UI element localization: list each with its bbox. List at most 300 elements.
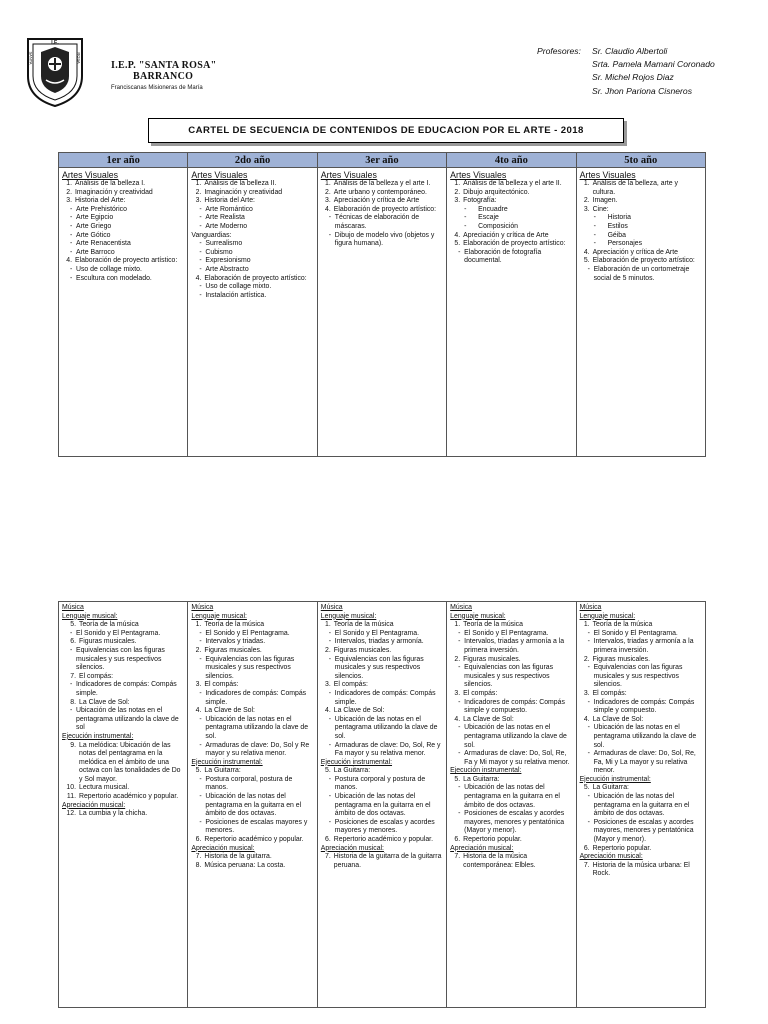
bullet-item xyxy=(580,750,702,776)
numbered-item xyxy=(580,621,702,630)
numbered-item xyxy=(450,716,572,725)
bullet-dash: - xyxy=(587,629,590,637)
numbered-item xyxy=(580,180,702,197)
numbered-item xyxy=(191,647,313,656)
item-text: El Sonido y El Pentagrama. xyxy=(205,629,290,637)
item-text: Arte Abstracto xyxy=(205,265,249,273)
numbered-item xyxy=(62,699,184,708)
item-number: 3. xyxy=(325,197,331,205)
item-text: Arte Romántico xyxy=(205,205,253,213)
numbered-item xyxy=(191,681,313,690)
bullet-item xyxy=(580,232,702,241)
item-number: 6. xyxy=(70,638,76,646)
subsection-heading: Ejecución instrumental: xyxy=(191,758,263,766)
item-text: La Clave de Sol: xyxy=(204,707,255,715)
numbered-item xyxy=(450,690,572,699)
item-number: 2. xyxy=(195,188,202,196)
item-text: Armaduras de clave: Do, Sol y Re mayor y su relativa menor. xyxy=(205,741,310,758)
numbered-item xyxy=(450,656,572,665)
bullet-dash: - xyxy=(70,707,73,715)
item-number: 6. xyxy=(454,836,461,844)
item-number: 2. xyxy=(583,197,590,205)
item-text: Repertorio académico y popular. xyxy=(79,793,179,801)
numbered-item xyxy=(62,810,184,819)
musica-cell xyxy=(576,602,705,1008)
item-text: Elaboración de proyecto artístico: xyxy=(463,240,566,248)
item-text: Arte Moderno xyxy=(205,222,248,230)
bullet-item xyxy=(580,240,702,249)
bullet-dash: - xyxy=(587,698,590,706)
bullet-dash: - xyxy=(70,214,73,222)
numbered-item xyxy=(62,638,184,647)
bullet-item xyxy=(62,647,184,673)
item-text: Posiciones de escalas y acordes mayores, menores y pentatónica (Mayor y menor). xyxy=(593,818,694,844)
bullet-item xyxy=(191,793,313,819)
section-heading: Música xyxy=(579,604,602,611)
item-text: Uso de collage mixto. xyxy=(205,283,272,291)
item-text: Posiciones de escalas mayores y menores. xyxy=(205,818,308,835)
item-number: 1. xyxy=(195,180,202,187)
year-header: 2do año xyxy=(188,153,317,168)
section-heading: Música xyxy=(320,604,343,611)
item-text: Figuras musicales. xyxy=(333,646,392,654)
item-text: Teoría de la música xyxy=(79,621,139,629)
bullet-item xyxy=(191,283,313,292)
year-header: 3er año xyxy=(317,153,446,168)
item-number: 2. xyxy=(325,646,331,654)
numbered-item xyxy=(321,621,443,630)
bullet-dash: - xyxy=(587,664,590,672)
item-text: Ubicación de las notas en el pentagrama utilizando la clave de sol xyxy=(76,707,179,732)
item-text: Instalación artística. xyxy=(205,291,267,299)
bullet-dash: - xyxy=(458,629,461,637)
bullet-item xyxy=(191,638,313,647)
section-heading: Artes Visuales xyxy=(62,170,119,180)
item-text: Ubicación de las notas en el pentagrama utilizando la clave de sol. xyxy=(205,715,309,740)
item-text: Apreciación y crítica de Arte xyxy=(333,197,420,205)
item-text: Historia xyxy=(607,214,631,222)
professor-name: Srta. Pamela Mamani Coronado xyxy=(592,59,715,70)
item-number: 5. xyxy=(195,767,202,775)
numbered-item xyxy=(321,707,443,716)
artes-cell xyxy=(317,168,446,457)
numbered-item xyxy=(191,189,313,198)
item-text: Postura corporal, postura de manos. xyxy=(205,775,293,792)
item-text: Dibujo arquitectónico. xyxy=(463,188,530,196)
item-text: Posiciones de escalas y acordes mayores y menores. xyxy=(334,818,435,835)
item-number: 7. xyxy=(70,672,76,680)
item-number: 3. xyxy=(454,689,461,697)
item-text: Fotografía: xyxy=(463,197,497,205)
numbered-item xyxy=(450,189,572,198)
item-text: El compás: xyxy=(79,672,114,680)
item-text: Música peruana: La costa. xyxy=(204,861,286,869)
section-heading: Música xyxy=(450,604,472,611)
item-text: La Guitarra: xyxy=(333,767,371,775)
bullet-item xyxy=(321,793,443,819)
bullet-dash: - xyxy=(464,214,467,222)
numbered-item xyxy=(450,836,572,845)
bullet-dash: - xyxy=(458,784,461,792)
bullet-item xyxy=(580,819,702,845)
item-text: Elaboración de proyecto artístico: xyxy=(592,257,695,265)
item-text: La Guitarra: xyxy=(592,784,629,792)
item-text: Análisis de la belleza I. xyxy=(75,180,146,187)
bullet-dash: - xyxy=(199,214,202,222)
item-text: Arte Prehistórico xyxy=(76,205,127,213)
bullet-dash: - xyxy=(199,638,202,646)
item-text: Teoría de la música xyxy=(463,621,523,629)
numbered-item xyxy=(321,647,443,656)
numbered-item xyxy=(191,621,313,630)
item-text: Cine: xyxy=(592,205,609,213)
item-number: 2. xyxy=(325,188,331,196)
bullet-item xyxy=(191,656,313,682)
bullet-item xyxy=(62,681,184,698)
item-number: 4. xyxy=(66,257,72,265)
item-number: 10. xyxy=(66,784,76,792)
item-text: Armaduras de clave: Do, Sol, Re, Fa, Mi y La mayor y su relativa menor. xyxy=(593,750,696,775)
bullet-dash: - xyxy=(587,265,590,273)
bullet-dash: - xyxy=(328,715,332,723)
item-text: Teoría de la música xyxy=(592,621,653,629)
item-text: Historia de la guitarra de la guitarra peruana. xyxy=(333,853,442,869)
numbered-item xyxy=(191,853,313,862)
item-text: Intervalos, triadas y armonía. xyxy=(334,638,424,646)
numbered-item xyxy=(62,257,184,266)
item-text: Repertorio académico y popular. xyxy=(204,836,304,844)
item-number: 11. xyxy=(66,793,76,801)
item-text: Géiba xyxy=(607,231,626,239)
item-number: 1. xyxy=(583,180,590,187)
bullet-dash: - xyxy=(587,818,590,826)
item-text: Repertorio popular. xyxy=(463,836,522,844)
item-text: Arte Griego xyxy=(76,222,112,230)
bullet-item xyxy=(191,776,313,793)
bullet-item xyxy=(62,232,184,241)
item-text: Indicadores de compás: Compás simple. xyxy=(205,689,307,706)
item-number: 5. xyxy=(583,784,590,792)
item-text: Apreciación y crítica de Arte xyxy=(592,248,678,256)
subsection-heading: Apreciación musical: xyxy=(62,801,126,809)
list-text: Vanguardias: xyxy=(191,231,232,239)
item-text: Indicadores de compás: Compás simple. xyxy=(76,681,177,697)
item-text: Personajes xyxy=(607,240,643,248)
item-text: La Guitarra: xyxy=(204,767,241,775)
bullet-dash: - xyxy=(328,655,332,663)
item-text: Arte Realista xyxy=(205,214,245,222)
item-number: 1. xyxy=(454,621,461,629)
item-text: Encuadre xyxy=(478,205,508,213)
subsection-heading: Lenguaje musical: xyxy=(450,612,506,620)
numbered-item xyxy=(62,784,184,793)
item-text: La melódica: Ubicación de las notas del pentagrama en la melódica en el ámbito de una octava con las tonalidades de Do y Sol mayor. xyxy=(79,741,181,783)
item-text: Ubicación de las notas en el pentagrama utilizando la clave de sol. xyxy=(464,724,567,749)
bullet-dash: - xyxy=(464,222,467,230)
bullet-dash: - xyxy=(199,715,202,723)
professor-name: Sr. Jhon Pariona Cisneros xyxy=(592,85,692,96)
numbered-item xyxy=(321,206,443,215)
item-text: Teoría de la música xyxy=(333,621,394,629)
numbered-item xyxy=(191,197,313,206)
item-text: Intervalos y triadas. xyxy=(205,638,266,646)
item-text: Elaboración de proyecto artístico: xyxy=(204,274,307,282)
bullet-dash: - xyxy=(328,775,332,783)
item-text: La cumbia y la chicha. xyxy=(79,810,148,818)
bullet-dash: - xyxy=(458,698,461,706)
bullet-dash: - xyxy=(70,629,73,637)
bullet-item xyxy=(450,638,572,655)
bullet-dash: - xyxy=(328,793,332,801)
bullet-dash: - xyxy=(199,248,202,256)
bullet-dash: - xyxy=(328,638,332,646)
item-text: El Sonido y El Pentagrama. xyxy=(334,629,420,637)
bullet-dash: - xyxy=(199,818,202,826)
item-text: La Guitarra: xyxy=(463,775,500,783)
musica-cell xyxy=(188,602,317,1008)
bullet-item xyxy=(321,716,443,742)
item-text: El compás: xyxy=(204,681,239,689)
bullet-item xyxy=(321,776,443,793)
bullet-item xyxy=(450,214,572,223)
bullet-item xyxy=(191,240,313,249)
numbered-item xyxy=(191,275,313,284)
numbered-item xyxy=(450,776,572,785)
bullet-item xyxy=(580,266,702,283)
item-number: 5. xyxy=(454,240,461,248)
item-text: Arte Barroco xyxy=(76,248,115,256)
year-header: 1er año xyxy=(59,153,188,168)
item-text: Indicadores de compás: Compás simple. xyxy=(334,689,436,706)
bullet-item xyxy=(191,206,313,215)
bullet-dash: - xyxy=(328,629,332,637)
numbered-item xyxy=(191,836,313,845)
numbered-item xyxy=(580,197,702,206)
bullet-item xyxy=(321,232,443,249)
item-text: Figuras musicales. xyxy=(592,655,651,663)
seal-right-text: ROSA xyxy=(76,52,82,64)
bullet-item xyxy=(191,716,313,742)
item-text: El compás: xyxy=(333,681,368,689)
section-heading: Artes Visuales xyxy=(579,170,636,180)
item-number: 4. xyxy=(454,715,461,723)
bullet-dash: - xyxy=(199,257,202,265)
numbered-item xyxy=(321,189,443,198)
bullet-item xyxy=(191,214,313,223)
numbered-item xyxy=(450,232,572,241)
numbered-item xyxy=(321,681,443,690)
bullet-item xyxy=(450,810,572,836)
subsection-heading: Lenguaje musical: xyxy=(62,612,118,620)
bullet-dash: - xyxy=(199,240,202,248)
numbered-item xyxy=(62,180,184,189)
bullet-item xyxy=(62,206,184,215)
numbered-item xyxy=(191,862,313,871)
bullet-item xyxy=(62,214,184,223)
bullet-dash: - xyxy=(70,681,73,689)
item-text: El Sonido y El Pentagrama. xyxy=(76,629,161,637)
bullet-item xyxy=(580,223,702,232)
item-text: Equivalencias con las figuras musicales y sus respectivos silencios. xyxy=(205,655,295,680)
item-text: Ubicación de las notas del pentagrama en la guitarra en el ámbito de dos octavas. xyxy=(205,793,302,818)
item-text: La Clave de Sol: xyxy=(463,715,514,723)
item-text: Intervalos, triadas y armonía a la primera inversión. xyxy=(464,638,565,654)
bullet-dash: - xyxy=(587,638,590,646)
numbered-item xyxy=(450,180,572,189)
bullet-dash: - xyxy=(199,793,202,801)
bullet-dash: - xyxy=(199,689,202,697)
section-heading: Artes Visuales xyxy=(191,170,248,180)
item-number: 5. xyxy=(325,767,331,775)
item-text: Historia de la música contemporánea: Elbles. xyxy=(463,853,536,869)
subsection-heading: Ejecución instrumental: xyxy=(579,775,651,783)
subsection-heading: Lenguaje musical: xyxy=(579,612,636,620)
bullet-item xyxy=(450,206,572,215)
bullet-item xyxy=(580,793,702,819)
bullet-dash: - xyxy=(458,664,461,672)
item-text: Historia del Arte: xyxy=(204,197,255,205)
item-text: Equivalencias con las figuras musicales y sus respectivos silencios. xyxy=(334,655,424,680)
artes-cell xyxy=(576,168,705,457)
item-text: Elaboración de fotografía documental. xyxy=(464,248,542,265)
item-text: Análisis de la belleza II. xyxy=(204,180,277,187)
seal-top-text: I.E. xyxy=(51,40,59,46)
item-text: El Sonido y El Pentagrama. xyxy=(464,629,549,637)
bullet-dash: - xyxy=(328,214,332,222)
artes-cell xyxy=(188,168,317,457)
bullet-dash: - xyxy=(199,629,202,637)
bullet-item xyxy=(191,266,313,275)
item-text: Historia de la guitarra. xyxy=(204,853,272,861)
numbered-item xyxy=(191,767,313,776)
item-number: 5. xyxy=(454,775,461,783)
bullet-dash: - xyxy=(593,240,596,248)
item-number: 6. xyxy=(325,836,331,844)
numbered-item xyxy=(450,240,572,249)
bullet-item xyxy=(321,819,443,836)
bullet-item xyxy=(450,630,572,639)
item-text: El Sonido y El Pentagrama. xyxy=(593,629,678,637)
item-text: Ubicación de las notas en el pentagrama utilizando la clave de sol. xyxy=(593,724,697,749)
item-number: 4. xyxy=(583,248,590,256)
bullet-item xyxy=(191,742,313,759)
numbered-item xyxy=(450,197,572,206)
item-number: 1. xyxy=(325,180,331,187)
numbered-item xyxy=(580,690,702,699)
subsection-heading: Lenguaje musical: xyxy=(191,612,247,620)
bullet-item xyxy=(62,630,184,639)
bullet-item xyxy=(191,690,313,707)
numbered-item xyxy=(580,716,702,725)
school-name-block xyxy=(111,60,216,91)
bullet-dash: - xyxy=(328,689,332,697)
item-number: 5. xyxy=(70,621,76,629)
subsection-heading: Apreciación musical: xyxy=(450,844,514,852)
numbered-item xyxy=(450,621,572,630)
bullet-item xyxy=(450,750,572,767)
item-number: 1. xyxy=(66,180,72,187)
bullet-item xyxy=(580,214,702,223)
item-number: 3. xyxy=(195,197,202,205)
item-text: La Clave de Sol: xyxy=(333,707,385,715)
bullet-item xyxy=(321,630,443,639)
bullet-dash: - xyxy=(458,810,461,818)
bullet-item xyxy=(450,664,572,690)
item-text: Teoría de la música xyxy=(204,621,265,629)
bullet-item xyxy=(580,630,702,639)
item-text: Historia de la música urbana: El Rock. xyxy=(592,861,690,878)
bullet-item xyxy=(580,699,702,716)
item-number: 8. xyxy=(195,861,202,869)
bullet-item xyxy=(191,292,313,301)
musica-table xyxy=(58,601,706,1008)
item-text: Surrealismo xyxy=(205,240,243,248)
item-number: 3. xyxy=(583,689,590,697)
item-text: La Clave de Sol: xyxy=(592,715,644,723)
bullet-item xyxy=(321,742,443,759)
item-number: 1. xyxy=(325,621,331,629)
bullet-item xyxy=(580,638,702,655)
bullet-item xyxy=(321,638,443,647)
item-text: Composición xyxy=(478,222,519,230)
bullet-dash: - xyxy=(587,750,590,758)
item-text: Arte Gótico xyxy=(76,231,111,239)
bullet-item xyxy=(321,690,443,707)
bullet-item xyxy=(580,664,702,690)
subsection-heading: Apreciación musical: xyxy=(320,844,384,852)
bullet-item xyxy=(191,249,313,258)
numbered-item xyxy=(62,673,184,682)
bullet-dash: - xyxy=(199,775,202,783)
subsection-heading: Ejecución instrumental: xyxy=(62,732,134,740)
numbered-item xyxy=(62,621,184,630)
item-text: Cubismo xyxy=(205,248,233,256)
section-heading: Música xyxy=(62,604,84,611)
bullet-item xyxy=(62,249,184,258)
item-text: Escaje xyxy=(478,214,499,222)
bullet-dash: - xyxy=(458,750,461,758)
item-number: 8. xyxy=(70,698,76,706)
bullet-item xyxy=(450,249,572,266)
item-number: 2. xyxy=(195,646,202,654)
musica-cell xyxy=(447,602,576,1008)
bullet-dash: - xyxy=(199,265,202,273)
item-number: 4. xyxy=(325,707,331,715)
item-text: Arte urbano y contemporáneo. xyxy=(333,188,427,196)
subsection-heading: Ejecución instrumental: xyxy=(320,758,393,766)
subsection-heading: Apreciación musical: xyxy=(191,844,255,852)
item-text: Historia del Arte: xyxy=(75,197,126,205)
bullet-dash: - xyxy=(70,205,73,213)
item-number: 12. xyxy=(66,810,76,818)
numbered-item xyxy=(321,853,443,870)
bullet-dash: - xyxy=(70,231,73,239)
year-header: 5to año xyxy=(576,153,705,168)
item-number: 4. xyxy=(195,707,202,715)
numbered-item xyxy=(191,180,313,189)
numbered-item xyxy=(580,249,702,258)
bullet-dash: - xyxy=(199,291,202,299)
item-text: La Clave de Sol: xyxy=(79,698,130,706)
bullet-dash: - xyxy=(593,214,596,222)
item-number: 1. xyxy=(583,621,590,629)
item-number: 1. xyxy=(195,621,202,629)
musica-cell xyxy=(317,602,446,1008)
item-text: Dibujo de modelo vivo (objetos y figura humana). xyxy=(334,231,435,248)
bullet-item xyxy=(450,699,572,716)
item-text: Intervalos, triadas y armonía a la primera inversión. xyxy=(593,638,694,654)
bullet-dash: - xyxy=(199,655,202,663)
